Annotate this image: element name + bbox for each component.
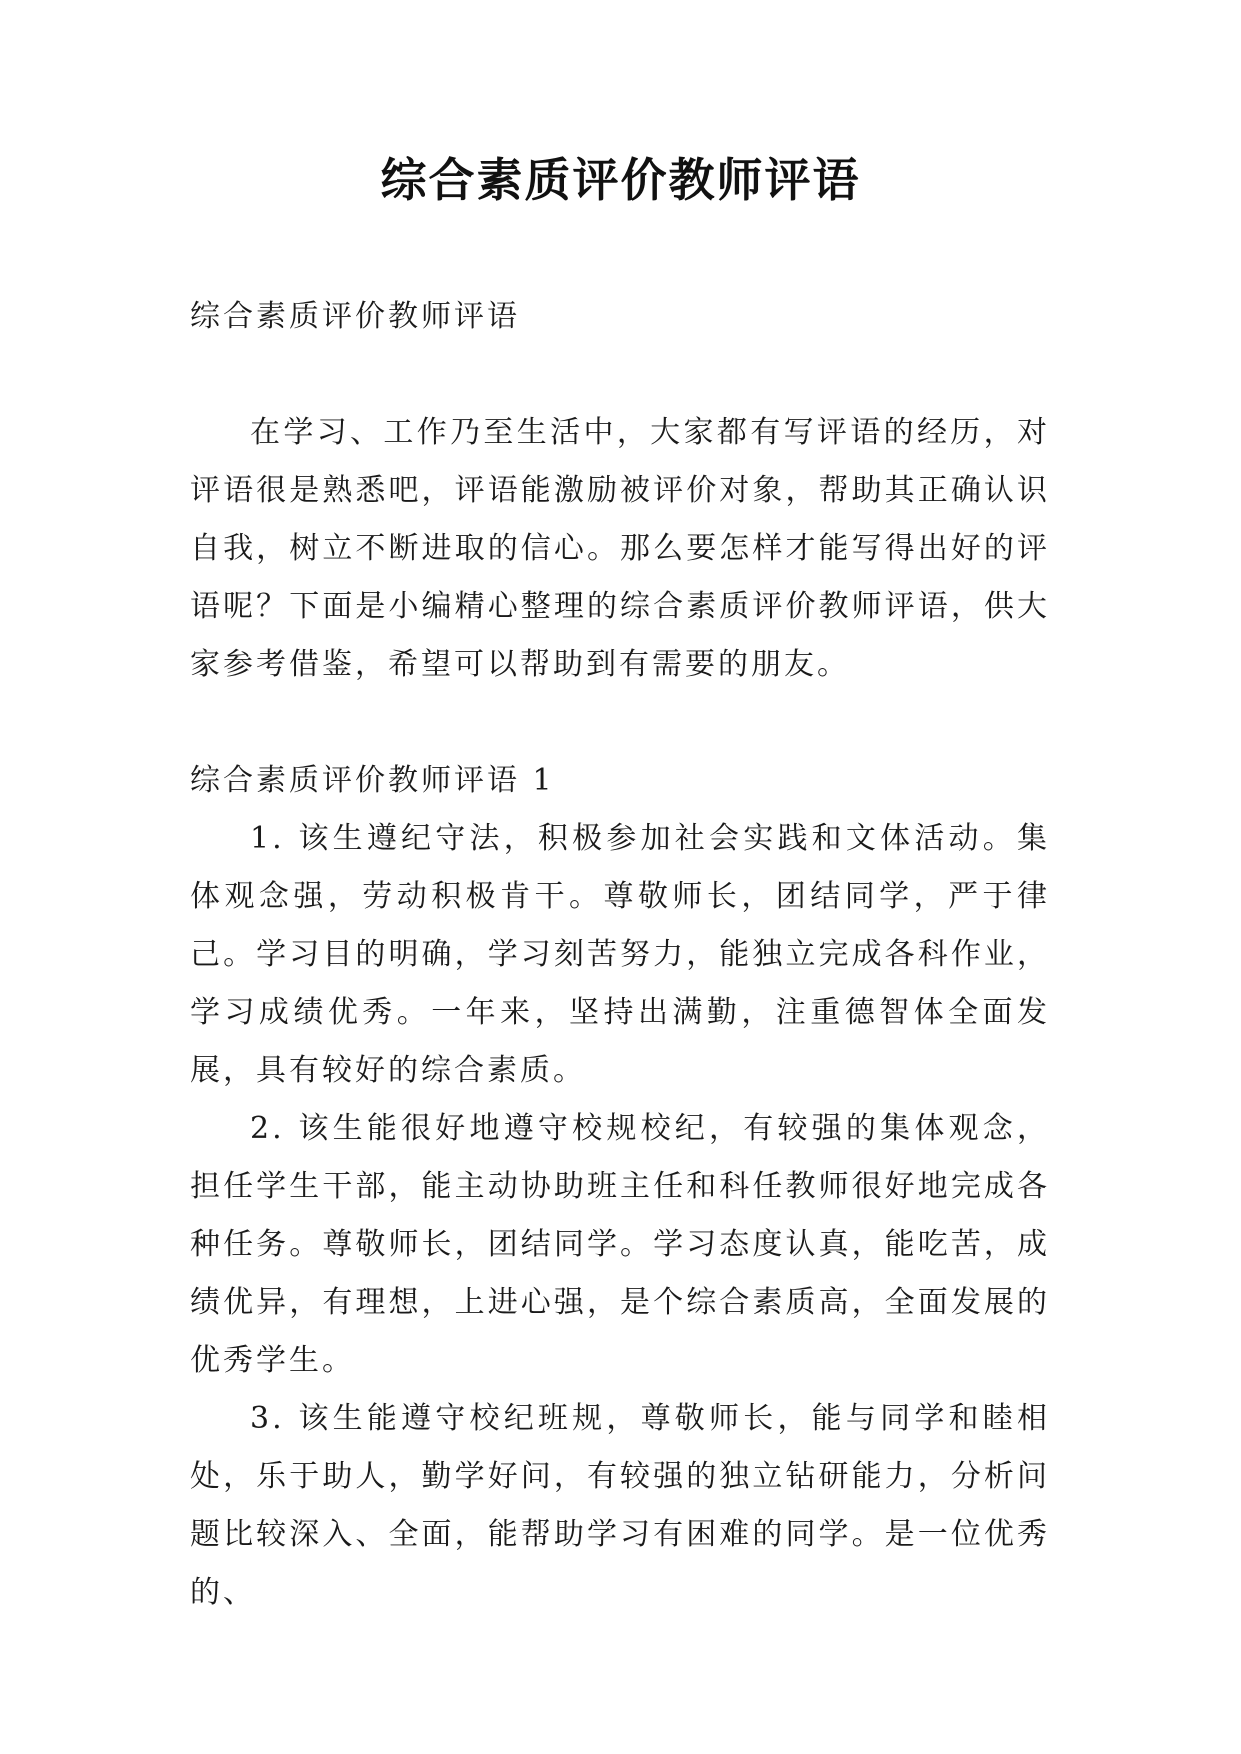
spacer bbox=[190, 346, 1050, 404]
intro-paragraph: 在学习、工作乃至生活中，大家都有写评语的经历，对评语很是熟悉吧，评语能激励被评价对象，帮助其正确认识自我，树立不断进取的信心。那么要怎样才能写得出好的评语呢？下面是小编精心整理的综合素质评价教师评语，供大家参考借鉴，希望可以帮助到有需要的朋友。 bbox=[190, 415, 1050, 682]
comment-item-2: 2. 该生能很好地遵守校规校纪，有较强的集体观念，担任学生干部，能主动协助班主任和科任教师很好地完成各种任务。尊敬师长，团结同学。学习态度认真，能吃苦，成绩优异，有理想，上进心强，是个综合素质高，全面发展的优秀学生。 bbox=[190, 1111, 1050, 1378]
document-subtitle: 综合素质评价教师评语 bbox=[190, 299, 520, 334]
document-body bbox=[190, 288, 1050, 1622]
section-heading: 综合素质评价教师评语 1 bbox=[190, 763, 555, 798]
comment-item-1: 1. 该生遵纪守法，积极参加社会实践和文体活动。集体观念强，劳动积极肯干。尊敬师长，团结同学，严于律己。学习目的明确，学习刻苦努力，能独立完成各科作业，学习成绩优秀。一年来，坚持出满勤，注重德智体全面发展，具有较好的综合素质。 bbox=[190, 821, 1050, 1088]
document-title: 综合素质评价教师评语 bbox=[380, 153, 861, 207]
comment-item-3: 3. 该生能遵守校纪班规，尊敬师长，能与同学和睦相处，乐于助人，勤学好问，有较强的独立钻研能力，分析问题比较深入、全面，能帮助学习有困难的同学。是一位优秀的、 bbox=[190, 1401, 1050, 1610]
spacer bbox=[190, 694, 1050, 752]
